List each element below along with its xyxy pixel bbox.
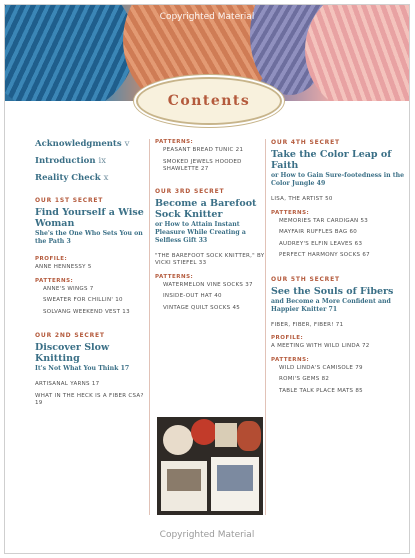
toc-entry[interactable]: ROMI'S GEMS 82 — [279, 376, 330, 382]
toc-entry-acknowledgments[interactable]: Acknowledgments v — [35, 139, 130, 149]
page-title: Contents — [167, 93, 251, 109]
toc-entry[interactable]: FIBER, FIBER, FIBER! 71 — [271, 321, 344, 328]
book-page — [4, 4, 410, 554]
toc-entry[interactable]: LISA, THE ARTIST 50 — [271, 196, 333, 202]
patterns-label: PATTERNS: — [271, 356, 310, 363]
profile-label: PROFILE: — [271, 335, 304, 341]
column-divider — [149, 139, 150, 515]
chapter-title[interactable]: Take the Color Leap of Faith — [271, 149, 392, 171]
chapter-subtitle: and Become a More Confident and Happier Knitter 71 — [271, 297, 391, 313]
toc-entry[interactable]: WATERMELON VINE SOCKS 37 — [163, 281, 253, 288]
toc-column-3 — [271, 139, 405, 399]
section-label: OUR 2ND SECRET — [35, 332, 105, 339]
chapter-title[interactable]: See the Souls of Fibers — [271, 285, 394, 297]
profile-label: PROFILE: — [35, 256, 68, 262]
toc-entry[interactable]: MEMORIES TAR CARDIGAN 53 — [279, 217, 369, 224]
toc-column-1 — [35, 139, 147, 412]
chapter-subtitle: It's Not What You Think 17 — [35, 365, 130, 372]
chapter-title[interactable]: Discover Slow Knitting — [35, 342, 110, 364]
chapter-title[interactable]: Find Yourself a Wise Woman — [35, 207, 144, 229]
toc-entry[interactable]: SOLVANG WEEKEND VEST 13 — [43, 308, 130, 315]
knitting-book-photo — [157, 417, 263, 515]
toc-entry[interactable]: ANNE'S WINGS 7 — [43, 285, 94, 292]
chapter-subtitle: or How to Attain Instant Pleasure While Creating a Selfless Gift 33 — [155, 220, 246, 244]
toc-entry[interactable]: ANNE HENNESSY 5 — [35, 264, 92, 270]
section-label: OUR 3RD SECRET — [155, 187, 225, 195]
section-label: OUR 5TH SECRET — [271, 275, 340, 283]
section-label: OUR 4TH SECRET — [271, 139, 340, 146]
toc-entry[interactable]: WILD LINDA'S CAMISOLE 79 — [279, 364, 363, 371]
toc-entry[interactable]: SMOKED JEWELS HOODED SHAWLETTE 27 — [163, 158, 242, 172]
chapter-subtitle: She's the One Who Sets You on the Path 3 — [35, 230, 143, 245]
contents-heading-badge — [136, 77, 282, 125]
patterns-label: PATTERNS: — [35, 277, 74, 284]
watermark-bottom: Copyrighted Material — [159, 530, 255, 540]
toc-entry[interactable]: SWEATER FOR CHILLIN' 10 — [43, 297, 123, 303]
toc-entry[interactable]: ARTISANAL YARNS 17 — [35, 381, 100, 387]
toc-entry[interactable]: AUDREY'S ELFIN LEAVES 63 — [279, 240, 363, 247]
toc-entry[interactable]: PERFECT HARMONY SOCKS 67 — [279, 252, 370, 258]
patterns-label: PATTERNS: — [155, 139, 194, 145]
toc-entry[interactable]: WHAT IN THE HECK IS A FIBER CSA? 19 — [35, 392, 144, 406]
toc-entry[interactable]: INSIDE-OUT HAT 40 — [163, 293, 222, 299]
section-label: OUR 1ST SECRET — [35, 197, 104, 204]
chapter-title[interactable]: Become a Barefoot Sock Knitter — [155, 197, 257, 220]
toc-column-2 — [155, 139, 267, 316]
toc-entry[interactable]: PEASANT BREAD TUNIC 21 — [163, 147, 244, 153]
watermark-top: Copyrighted Material — [159, 12, 255, 22]
toc-entry[interactable]: MAYFAIR RUFFLES BAG 60 — [279, 229, 358, 235]
toc-entry[interactable]: TABLE TALK PLACE MATS 85 — [279, 387, 363, 394]
patterns-label: PATTERNS: — [271, 209, 310, 216]
toc-entry-reality-check[interactable]: Reality Check x — [35, 173, 109, 183]
toc-entry[interactable]: VINTAGE QUILT SOCKS 45 — [163, 304, 241, 311]
toc-entry[interactable]: A MEETING WITH WILD LINDA 72 — [271, 343, 370, 349]
chapter-subtitle: or How to Gain Sure-footedness in the Color Jungle 49 — [271, 172, 405, 187]
toc-entry[interactable]: "THE BAREFOOT SOCK KNITTER," BY VICKI STIEFEL 33 — [155, 252, 265, 266]
patterns-label: PATTERNS: — [155, 273, 194, 280]
toc-entry-introduction[interactable]: Introduction ix — [35, 156, 107, 166]
